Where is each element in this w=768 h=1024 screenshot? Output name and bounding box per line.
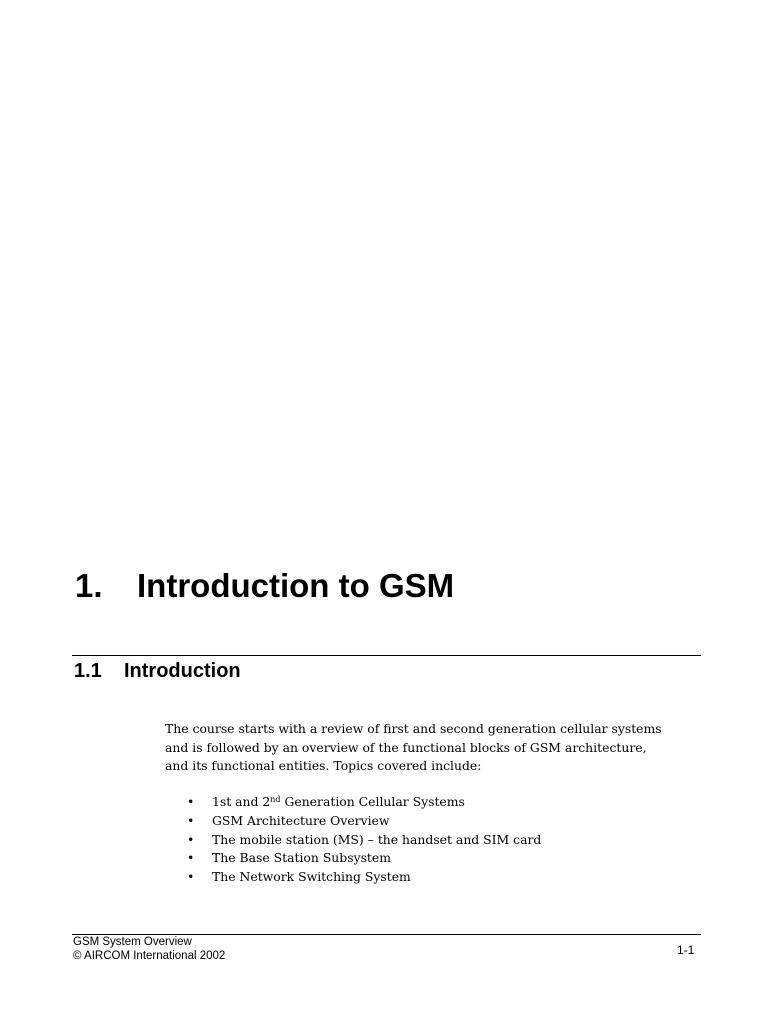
section-heading: [74, 658, 241, 684]
list-item: [165, 849, 541, 868]
list-item: [165, 812, 541, 831]
topic-text-prefix: 1st and 2: [212, 794, 271, 809]
footer-copyright: © AIRCOM International 2002: [73, 950, 226, 962]
topic-text: The Base Station Subsystem: [212, 850, 391, 866]
intro-line: and its functional entities. Topics covered include:: [165, 758, 482, 773]
section-number: 1.1: [74, 660, 102, 682]
bullet-icon: •: [187, 831, 195, 847]
topics-list: [165, 793, 541, 887]
chapter-number: 1.: [75, 567, 103, 604]
ordinal-superscript: nd: [270, 795, 281, 804]
bullet-icon: •: [187, 850, 195, 866]
topic-text: The mobile station (MS) – the handset and SIM card: [212, 831, 542, 847]
topic-text: GSM Architecture Overview: [212, 812, 390, 828]
section-title-text: Introduction: [124, 660, 241, 682]
footer-doc-title: GSM System Overview: [73, 936, 192, 948]
topic-text-suffix: Generation Cellular Systems: [280, 794, 465, 809]
page-number: 1-1: [677, 943, 695, 957]
bullet-icon: •: [187, 794, 195, 809]
chapter-title-text: Introduction to GSM: [137, 567, 455, 604]
list-item: [165, 868, 541, 887]
list-item: [165, 793, 541, 812]
intro-line: The course starts with a review of first and second generation cellular systems: [165, 721, 662, 736]
topic-text: The Network Switching System: [212, 869, 411, 885]
bullet-icon: •: [187, 812, 195, 828]
intro-paragraph: [165, 720, 725, 776]
footer-info: [73, 935, 225, 963]
bullet-icon: •: [187, 869, 195, 885]
chapter-title: [75, 566, 454, 606]
chapter-divider: [72, 655, 701, 656]
intro-line: and is followed by an overview of the functional blocks of GSM architecture,: [165, 739, 647, 755]
list-item: [165, 831, 541, 850]
